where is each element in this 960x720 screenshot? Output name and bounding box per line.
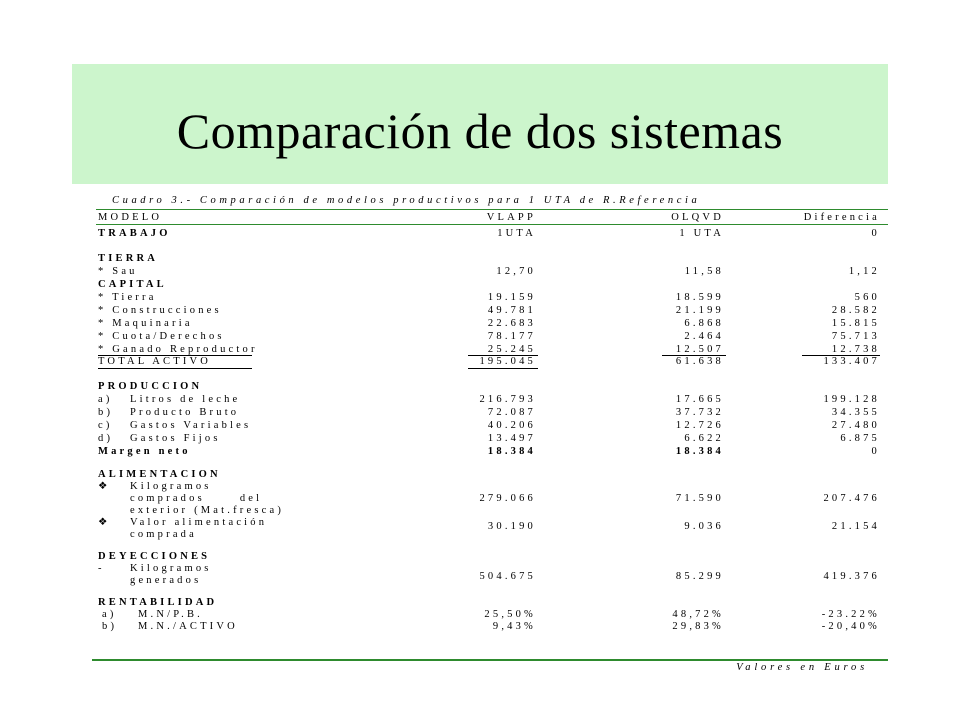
cell-c1: 13.497 (487, 433, 536, 444)
row-deyecciones-heading (96, 551, 888, 563)
row-label: b) (102, 621, 118, 632)
cell-c2: 48,72% (672, 609, 724, 620)
cell-c1: 216.793 (479, 394, 536, 405)
row-maquinaria (96, 318, 888, 330)
row-tierra (96, 292, 888, 304)
row-mn-pb (96, 609, 888, 621)
header-c2: OLQVD (671, 212, 724, 223)
cell-c3: 419.376 (823, 571, 880, 582)
header-c1: VLAPP (486, 212, 536, 223)
cell-c3: 560 (854, 292, 880, 303)
cell-c1: 78.177 (487, 331, 536, 342)
row-kg-comprados-1 (96, 481, 888, 493)
row-label: TIERRA (98, 253, 159, 264)
slide-title: Comparación de dos sistemas (176, 103, 784, 159)
row-gastos-variables (96, 420, 888, 432)
row-label: b) (98, 407, 114, 418)
footer-note: Valores en Euros (736, 662, 868, 673)
cell-c2: 2.464 (684, 331, 724, 342)
cell-c3: 133.407 (823, 356, 880, 367)
row-valor-alimentacion-2 (96, 529, 888, 541)
cell-c2: 18.384 (675, 446, 724, 457)
row-label: * Tierra (98, 292, 157, 303)
header-top-line (96, 209, 888, 210)
row-sublabel: Kilogramos (130, 563, 212, 574)
cell-c2: 85.299 (675, 571, 724, 582)
header-model: MODELO (98, 212, 163, 223)
cell-c2: 61.638 (675, 356, 724, 367)
row-sublabel: Producto Bruto (130, 407, 240, 418)
cell-c3: 199.128 (823, 394, 880, 405)
cell-c3: 0 (871, 446, 880, 457)
row-kg-generados-2 (96, 575, 888, 587)
row-sublabel: comprada (130, 529, 197, 540)
row-margen-neto (96, 446, 888, 458)
cell-c1: 49.781 (487, 305, 536, 316)
row-sau (96, 266, 888, 278)
header-bottom-line (96, 224, 888, 225)
row-sublabel: Gastos Fijos (130, 433, 221, 444)
cell-c3: 0 (871, 228, 880, 239)
cell-c2: 21.199 (675, 305, 724, 316)
cell-c1: 279.066 (479, 493, 536, 504)
cell-c2: 9.036 (684, 521, 724, 532)
cell-c2: 11,58 (684, 266, 724, 277)
total-bottom-rule (468, 368, 538, 369)
cell-c2: 17.665 (675, 394, 724, 405)
row-sublabel: exterior (Mat.fresca) (130, 505, 285, 516)
row-produccion-heading (96, 381, 888, 393)
row-producto-bruto (96, 407, 888, 419)
cell-c1: 12,70 (496, 266, 536, 277)
title-band (72, 64, 888, 184)
header-c3: Diferencia (803, 212, 880, 223)
footer-line (92, 659, 888, 661)
row-alimentacion-heading (96, 469, 888, 481)
cell-c1: 19.159 (487, 292, 536, 303)
bullet-icon: ❖ (98, 481, 111, 492)
cell-c2: 29,83% (672, 621, 724, 632)
row-label: a) (102, 609, 117, 620)
cell-c2: 12.507 (675, 344, 724, 355)
row-label: * Construcciones (98, 305, 222, 316)
cell-c3: -23.22% (821, 609, 880, 620)
row-sublabel: M.N/P.B. (138, 609, 203, 620)
row-label: * Ganado Reproductor (98, 344, 258, 355)
cell-c1: 504.675 (479, 571, 536, 582)
cell-c2: 6.868 (684, 318, 724, 329)
cell-c3: 75.713 (831, 331, 880, 342)
cell-c1: 195.045 (479, 356, 536, 367)
row-tierra-heading (96, 253, 888, 265)
cell-c3: 207.476 (823, 493, 880, 504)
cell-c1: 40.206 (487, 420, 536, 431)
row-capital-heading (96, 279, 888, 291)
cell-c2: 1 UTA (679, 228, 724, 239)
cell-c1: 9,43% (492, 621, 536, 632)
row-label: DEYECCIONES (98, 551, 211, 562)
cell-c3: 27.480 (831, 420, 880, 431)
row-label: CAPITAL (98, 279, 167, 290)
row-label: PRODUCCION (98, 381, 203, 392)
cell-c3: 34.355 (831, 407, 880, 418)
row-litros-leche (96, 394, 888, 406)
cell-c3: 6.875 (840, 433, 880, 444)
row-label: RENTABILIDAD (98, 597, 218, 608)
cell-c1: 72.087 (487, 407, 536, 418)
cell-c3: 21.154 (831, 521, 880, 532)
row-label: * Sau (98, 266, 138, 277)
cell-c3: -20,40% (821, 621, 880, 632)
row-label: c) (98, 420, 113, 431)
dash-bullet-icon: - (98, 563, 105, 574)
row-label: Margen neto (98, 446, 191, 457)
cell-c1: 18.384 (487, 446, 536, 457)
row-trabajo (96, 228, 888, 240)
row-kg-comprados-2 (96, 493, 888, 505)
row-sublabel: Valor alimentación (130, 517, 268, 528)
row-label: ALIMENTACION (98, 469, 221, 480)
cell-c3: 15.815 (831, 318, 880, 329)
cell-c2: 71.590 (675, 493, 724, 504)
row-gastos-fijos (96, 433, 888, 445)
table-caption: Cuadro 3.- Comparación de modelos productivos para 1 UTA de R.Referencia (112, 195, 701, 206)
cell-c1: 1UTA (497, 228, 536, 239)
cell-c1: 25,50% (484, 609, 536, 620)
row-sublabel: M.N./ACTIVO (138, 621, 238, 632)
cell-c3: 12.738 (831, 344, 880, 355)
row-label: d) (98, 433, 114, 444)
row-rentabilidad-heading (96, 597, 888, 609)
row-sublabel: comprados del (130, 493, 263, 504)
row-cuota-derechos (96, 331, 888, 343)
bullet-icon: ❖ (98, 517, 111, 528)
cell-c3: 1,12 (848, 266, 880, 277)
row-sublabel: Kilogramos (130, 481, 212, 492)
cell-c1: 22.683 (487, 318, 536, 329)
row-label: * Maquinaria (98, 318, 193, 329)
cell-c1: 30.190 (487, 521, 536, 532)
cell-c2: 37.732 (675, 407, 724, 418)
row-label: TOTAL ACTIVO (98, 356, 212, 367)
row-mn-activo (96, 621, 888, 633)
row-construcciones (96, 305, 888, 317)
cell-c2: 18.599 (675, 292, 724, 303)
cell-c2: 6.622 (684, 433, 724, 444)
header-row (96, 212, 888, 224)
row-sublabel: Gastos Variables (130, 420, 252, 431)
row-kg-comprados-3 (96, 505, 888, 517)
row-label: a) (98, 394, 113, 405)
row-total-activo (96, 356, 888, 368)
row-label: * Cuota/Derechos (98, 331, 225, 342)
cell-c3: 28.582 (831, 305, 880, 316)
cell-c1: 25.245 (487, 344, 536, 355)
total-bottom-rule (98, 368, 252, 369)
row-sublabel: generados (130, 575, 202, 586)
row-label: TRABAJO (98, 228, 171, 239)
row-sublabel: Litros de leche (130, 394, 241, 405)
cell-c2: 12.726 (675, 420, 724, 431)
